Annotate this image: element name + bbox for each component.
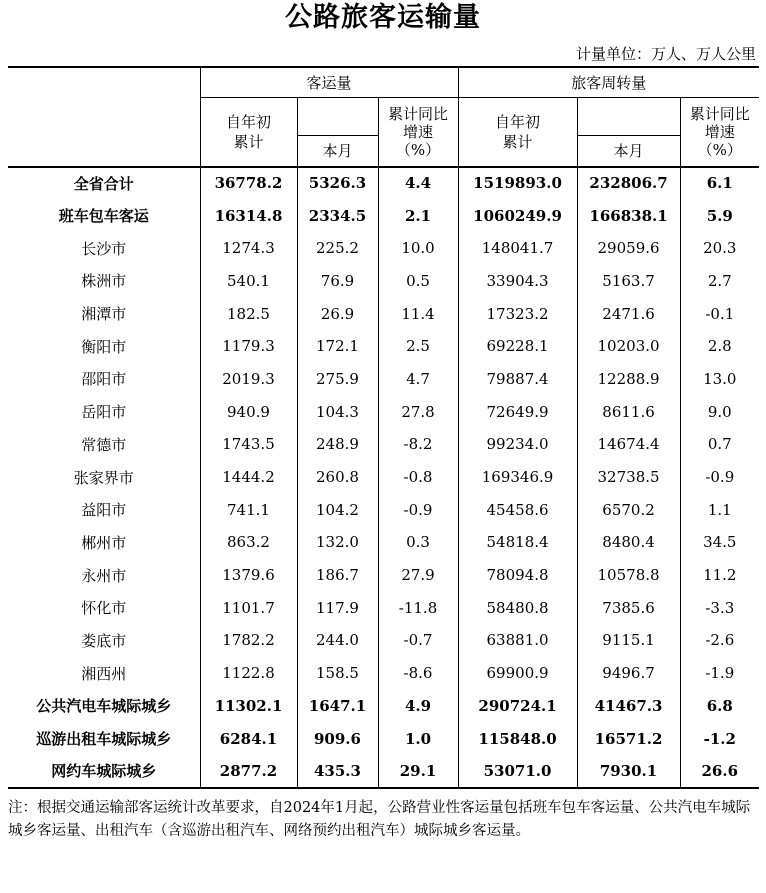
cell-v3: 27.9	[378, 559, 458, 592]
cell-v2: 117.9	[297, 591, 378, 624]
cell-v1: 1444.2	[200, 461, 297, 494]
cell-v4: 115848.0	[458, 722, 577, 755]
cell-v3: 4.4	[378, 167, 458, 200]
transport-table	[8, 66, 759, 789]
cell-v1: 1122.8	[200, 657, 297, 690]
cell-v3: -0.8	[378, 461, 458, 494]
cell-v4: 69228.1	[458, 330, 577, 363]
cell-v2: 172.1	[297, 330, 378, 363]
cell-v4: 99234.0	[458, 428, 577, 461]
cell-v3: 27.8	[378, 395, 458, 428]
row-label: 巡游出租车城际城乡	[36, 730, 172, 749]
header-group-turnover: 旅客周转量	[458, 67, 759, 97]
cell-v3: 29.1	[378, 755, 458, 788]
cell-v6: 9.0	[680, 395, 759, 428]
cell-v1: 6284.1	[200, 722, 297, 755]
cell-v3: 2.1	[378, 199, 458, 232]
header-ytd-line1: 自年初	[225, 112, 271, 131]
cell-v5: 14674.4	[577, 428, 680, 461]
cell-v2: 248.9	[297, 428, 378, 461]
cell-v6: 11.2	[680, 559, 759, 592]
cell-v3: -8.6	[378, 657, 458, 690]
cell-v2: 132.0	[297, 526, 378, 559]
row-label: 娄底市	[81, 631, 127, 650]
cell-v6: -0.9	[680, 461, 759, 494]
row-label: 张家界市	[73, 468, 134, 487]
row-label: 长沙市	[81, 239, 127, 258]
header-yoy-line1: 累计同比	[388, 104, 449, 123]
cell-v6: 6.8	[680, 690, 759, 723]
row-label: 岳阳市	[81, 403, 127, 422]
cell-v6: 34.5	[680, 526, 759, 559]
row-label: 班车包车客运	[58, 207, 149, 226]
cell-v5: 232806.7	[577, 167, 680, 200]
cell-v2: 104.3	[297, 395, 378, 428]
table-row	[8, 493, 759, 526]
cell-v5: 166838.1	[577, 199, 680, 232]
cell-v2: 2334.5	[297, 199, 378, 232]
cell-v3: 4.9	[378, 690, 458, 723]
table-row	[8, 722, 759, 755]
cell-v3: -0.9	[378, 493, 458, 526]
cell-v2: 909.6	[297, 722, 378, 755]
row-label: 永州市	[81, 566, 127, 585]
cell-v6: 2.7	[680, 265, 759, 298]
cell-v1: 1743.5	[200, 428, 297, 461]
table-row	[8, 363, 759, 396]
cell-v6: 2.8	[680, 330, 759, 363]
header-ytd-line2: 累计	[502, 132, 533, 151]
cell-v5: 32738.5	[577, 461, 680, 494]
footnote: 注：根据交通运输部客运统计改革要求，自2024年1月起，公路营业性客运量包括班车包车客运量、公共汽电车城际城乡客运量、出租汽车（含巡游出租汽车、网络预约出租汽车）城际城乡客运量。	[8, 800, 751, 839]
cell-v4: 54818.4	[458, 526, 577, 559]
cell-v4: 148041.7	[458, 232, 577, 265]
cell-v6: -2.6	[680, 624, 759, 657]
cell-v5: 8480.4	[577, 526, 680, 559]
table-row	[8, 624, 759, 657]
table-row	[8, 461, 759, 494]
header-volume-month: 本月	[297, 135, 378, 167]
cell-v2: 1647.1	[297, 690, 378, 723]
cell-v5: 5163.7	[577, 265, 680, 298]
table-row	[8, 690, 759, 723]
cell-v1: 2019.3	[200, 363, 297, 396]
row-label: 常德市	[81, 435, 127, 454]
cell-v4: 63881.0	[458, 624, 577, 657]
table-row	[8, 428, 759, 461]
cell-v4: 58480.8	[458, 591, 577, 624]
cell-v5: 10578.8	[577, 559, 680, 592]
cell-v2: 186.7	[297, 559, 378, 592]
header-turnover-month-spacer	[577, 97, 680, 135]
header-turnover-month: 本月	[577, 135, 680, 167]
cell-v2: 275.9	[297, 363, 378, 396]
cell-v2: 26.9	[297, 297, 378, 330]
cell-v6: -1.2	[680, 722, 759, 755]
cell-v6: 6.1	[680, 167, 759, 200]
row-label: 益阳市	[81, 501, 127, 520]
cell-v6: 5.9	[680, 199, 759, 232]
cell-v1: 1379.6	[200, 559, 297, 592]
cell-v5: 16571.2	[577, 722, 680, 755]
header-yoy-line2: 增速	[403, 122, 434, 141]
header-ytd-line2: 累计	[233, 132, 264, 151]
cell-v1: 1101.7	[200, 591, 297, 624]
table-row	[8, 559, 759, 592]
cell-v1: 863.2	[200, 526, 297, 559]
header-yoy-line3: （%）	[395, 140, 441, 159]
row-label: 衡阳市	[81, 337, 127, 356]
row-label: 株洲市	[81, 272, 127, 291]
cell-v5: 6570.2	[577, 493, 680, 526]
table-row	[8, 199, 759, 232]
cell-v3: 0.5	[378, 265, 458, 298]
cell-v3: -0.7	[378, 624, 458, 657]
cell-v6: -1.9	[680, 657, 759, 690]
row-label: 怀化市	[81, 599, 127, 618]
cell-v1: 741.1	[200, 493, 297, 526]
cell-v4: 79887.4	[458, 363, 577, 396]
cell-v6: -0.1	[680, 297, 759, 330]
cell-v5: 9115.1	[577, 624, 680, 657]
table-body	[8, 167, 759, 788]
row-label: 郴州市	[81, 533, 127, 552]
cell-v4: 53071.0	[458, 755, 577, 788]
cell-v4: 17323.2	[458, 297, 577, 330]
cell-v6: 26.6	[680, 755, 759, 788]
cell-v1: 1274.3	[200, 232, 297, 265]
cell-v5: 12288.9	[577, 363, 680, 396]
cell-v1: 940.9	[200, 395, 297, 428]
table-row	[8, 591, 759, 624]
cell-v1: 182.5	[200, 297, 297, 330]
cell-v1: 1782.2	[200, 624, 297, 657]
cell-v1: 11302.1	[200, 690, 297, 723]
cell-v6: 1.1	[680, 493, 759, 526]
header-yoy-line2: 增速	[704, 122, 735, 141]
header-volume-month-spacer	[297, 97, 378, 135]
cell-v4: 169346.9	[458, 461, 577, 494]
cell-v6: 20.3	[680, 232, 759, 265]
cell-v2: 435.3	[297, 755, 378, 788]
cell-v2: 225.2	[297, 232, 378, 265]
cell-v1: 36778.2	[200, 167, 297, 200]
header-turnover-yoy	[680, 97, 759, 167]
row-label: 全省合计	[73, 174, 134, 193]
table-row	[8, 395, 759, 428]
cell-v5: 29059.6	[577, 232, 680, 265]
header-group-volume: 客运量	[200, 67, 458, 97]
cell-v3: 4.7	[378, 363, 458, 396]
table-row	[8, 232, 759, 265]
cell-v4: 69900.9	[458, 657, 577, 690]
cell-v3: 0.3	[378, 526, 458, 559]
cell-v1: 16314.8	[200, 199, 297, 232]
cell-v2: 104.2	[297, 493, 378, 526]
cell-v6: -3.3	[680, 591, 759, 624]
table-row	[8, 297, 759, 330]
header-ytd-line1: 自年初	[495, 112, 541, 131]
cell-v3: 10.0	[378, 232, 458, 265]
cell-v3: 2.5	[378, 330, 458, 363]
cell-v4: 72649.9	[458, 395, 577, 428]
cell-v4: 1519893.0	[458, 167, 577, 200]
cell-v3: 11.4	[378, 297, 458, 330]
cell-v2: 5326.3	[297, 167, 378, 200]
cell-v1: 540.1	[200, 265, 297, 298]
cell-v5: 41467.3	[577, 690, 680, 723]
cell-v1: 1179.3	[200, 330, 297, 363]
cell-v2: 76.9	[297, 265, 378, 298]
cell-v3: -11.8	[378, 591, 458, 624]
cell-v3: 1.0	[378, 722, 458, 755]
cell-v4: 1060249.9	[458, 199, 577, 232]
table-row	[8, 526, 759, 559]
cell-v6: 0.7	[680, 428, 759, 461]
cell-v5: 10203.0	[577, 330, 680, 363]
cell-v2: 260.8	[297, 461, 378, 494]
header-volume-ytd	[200, 97, 297, 167]
row-label: 公共汽电车城际城乡	[36, 697, 172, 716]
header-volume-yoy	[378, 97, 458, 167]
cell-v6: 13.0	[680, 363, 759, 396]
cell-v4: 290724.1	[458, 690, 577, 723]
header-row-groups	[8, 67, 759, 97]
table-row	[8, 330, 759, 363]
cell-v1: 2877.2	[200, 755, 297, 788]
header-turnover-ytd	[458, 97, 577, 167]
row-label: 湘潭市	[81, 305, 127, 324]
cell-v5: 7385.6	[577, 591, 680, 624]
row-label: 湘西州	[81, 664, 127, 683]
cell-v5: 8611.6	[577, 395, 680, 428]
cell-v4: 78094.8	[458, 559, 577, 592]
cell-v4: 33904.3	[458, 265, 577, 298]
cell-v5: 2471.6	[577, 297, 680, 330]
cell-v2: 158.5	[297, 657, 378, 690]
table-row	[8, 657, 759, 690]
cell-v5: 9496.7	[577, 657, 680, 690]
header-yoy-line3: （%）	[697, 140, 742, 159]
header-yoy-line1: 累计同比	[689, 104, 750, 123]
page-title: 公路旅客运输量	[285, 2, 481, 33]
cell-v3: -8.2	[378, 428, 458, 461]
row-label: 邵阳市	[81, 370, 127, 389]
table-row	[8, 265, 759, 298]
row-label: 网约车城际城乡	[51, 762, 157, 781]
cell-v4: 45458.6	[458, 493, 577, 526]
unit-label: 计量单位：万人、万人公里	[575, 45, 756, 63]
table-row	[8, 755, 759, 788]
cell-v2: 244.0	[297, 624, 378, 657]
table-row	[8, 167, 759, 200]
cell-v5: 7930.1	[577, 755, 680, 788]
header-corner	[8, 67, 200, 167]
